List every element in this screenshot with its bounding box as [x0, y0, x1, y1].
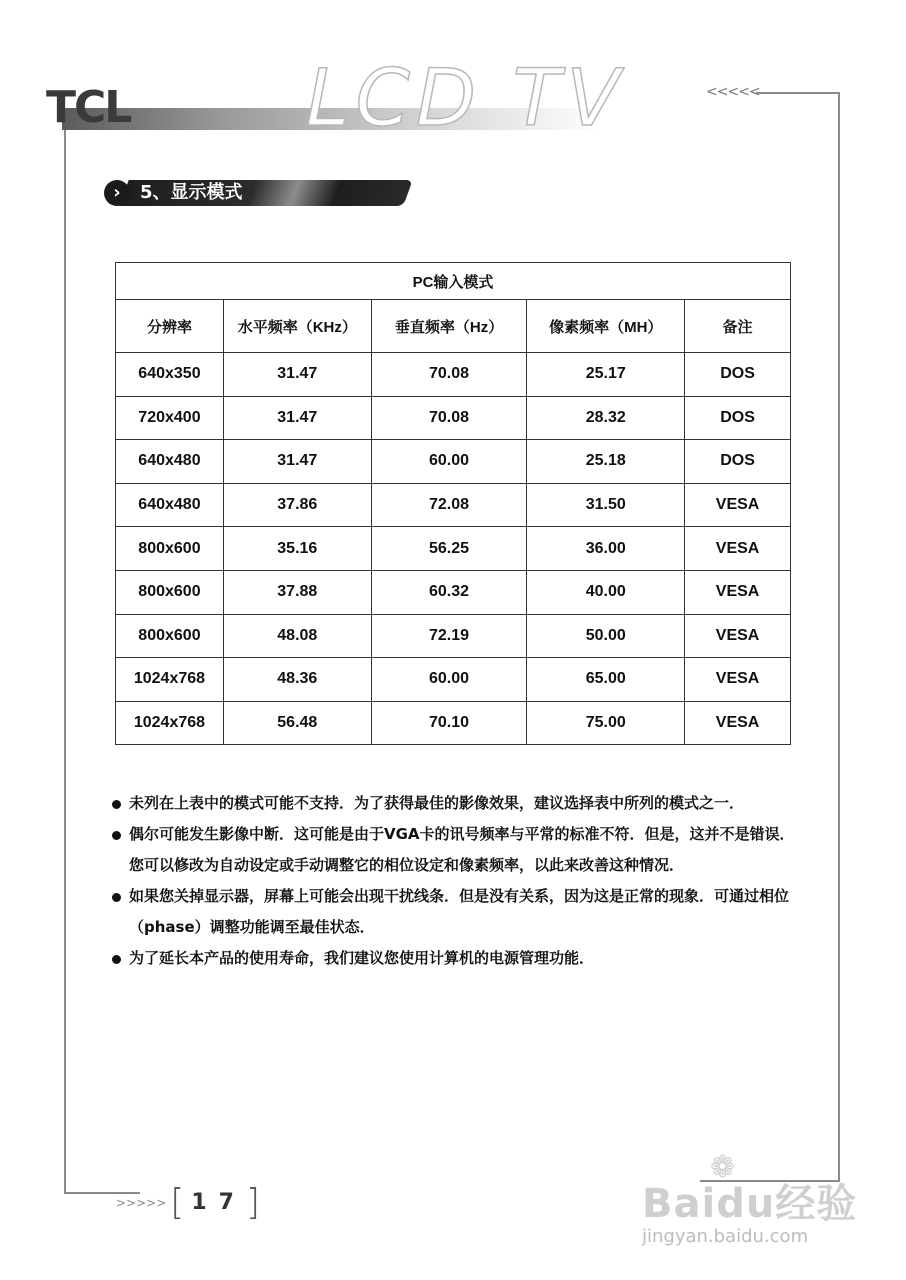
- cell-vertical-frequency: 70.10: [371, 701, 527, 745]
- notes-list: [112, 788, 802, 974]
- cell-pixel-frequency: 25.17: [527, 353, 685, 397]
- brand-logo: TCL: [46, 82, 131, 133]
- bullet-icon: [112, 955, 121, 964]
- table-row: [116, 527, 791, 571]
- cell-horizontal-frequency: 48.36: [223, 658, 371, 702]
- cell-resolution: 800x600: [116, 570, 224, 614]
- cell-horizontal-frequency: 56.48: [223, 701, 371, 745]
- header-horizontal-frequency: 水平频率（KHz）: [223, 300, 371, 353]
- list-item: [112, 881, 802, 943]
- table-row: [116, 570, 791, 614]
- table-row: [116, 614, 791, 658]
- header-pixel-frequency: 像素频率（MH）: [527, 300, 685, 353]
- cell-pixel-frequency: 75.00: [527, 701, 685, 745]
- cell-remarks: VESA: [685, 658, 791, 702]
- pc-input-mode-table: [115, 262, 791, 745]
- product-title: LCD TV: [306, 54, 626, 144]
- cell-resolution: 720x400: [116, 396, 224, 440]
- left-bracket-icon: [: [170, 1182, 185, 1223]
- cell-pixel-frequency: 25.18: [527, 440, 685, 484]
- note-text: 偶尔可能发生影像中断．这可能是由于VGA卡的讯号频率与平常的标准不符．但是，这并不是错误．您可以修改为自动设定或手动调整它的相位设定和像素频率，以此来改善这种情况．: [129, 825, 795, 874]
- header-remarks: 备注: [685, 300, 791, 353]
- chevron-right-icon: ›: [104, 180, 130, 206]
- table-row: [116, 483, 791, 527]
- bullet-icon: [112, 800, 121, 809]
- cell-vertical-frequency: 70.08: [371, 396, 527, 440]
- cell-remarks: VESA: [685, 701, 791, 745]
- cell-horizontal-frequency: 37.86: [223, 483, 371, 527]
- section-heading: [104, 178, 414, 208]
- cell-pixel-frequency: 28.32: [527, 396, 685, 440]
- right-bracket-icon: ]: [245, 1182, 260, 1223]
- cell-remarks: VESA: [685, 614, 791, 658]
- cell-resolution: 640x350: [116, 353, 224, 397]
- cell-vertical-frequency: 72.08: [371, 483, 527, 527]
- list-item: [112, 943, 802, 974]
- cell-resolution: 800x600: [116, 614, 224, 658]
- footer-chevrons: >>>>>: [116, 1195, 167, 1210]
- cell-pixel-frequency: 50.00: [527, 614, 685, 658]
- header-chevrons: <<<<<: [706, 84, 760, 100]
- table-row: [116, 440, 791, 484]
- table-row: [116, 658, 791, 702]
- cell-resolution: 640x480: [116, 440, 224, 484]
- paw-icon: ❁: [710, 1150, 736, 1185]
- cell-horizontal-frequency: 31.47: [223, 396, 371, 440]
- cell-resolution: 640x480: [116, 483, 224, 527]
- cell-vertical-frequency: 60.00: [371, 658, 527, 702]
- cell-vertical-frequency: 60.32: [371, 570, 527, 614]
- header-vertical-frequency: 垂直频率（Hz）: [371, 300, 527, 353]
- watermark-logo: Baidu经验: [642, 1181, 858, 1227]
- cell-horizontal-frequency: 35.16: [223, 527, 371, 571]
- cell-resolution: 1024x768: [116, 658, 224, 702]
- note-text: 未列在上表中的模式可能不支持．为了获得最佳的影像效果，建议选择表中所列的模式之一．: [129, 794, 745, 812]
- watermark: [640, 1150, 870, 1260]
- cell-resolution: 800x600: [116, 527, 224, 571]
- list-item: [112, 819, 802, 881]
- cell-pixel-frequency: 31.50: [527, 483, 685, 527]
- table-row: [116, 396, 791, 440]
- cell-vertical-frequency: 72.19: [371, 614, 527, 658]
- cell-vertical-frequency: 70.08: [371, 353, 527, 397]
- table-caption: PC输入模式: [116, 263, 791, 300]
- page-number: [116, 1182, 260, 1223]
- cell-vertical-frequency: 56.25: [371, 527, 527, 571]
- note-text: 如果您关掉显示器，屏幕上可能会出现干扰线条．但是没有关系，因为这是正常的现象．可通过相位（phase）调整功能调至最佳状态．: [129, 887, 790, 936]
- cell-horizontal-frequency: 48.08: [223, 614, 371, 658]
- cell-pixel-frequency: 36.00: [527, 527, 685, 571]
- table-row: [116, 353, 791, 397]
- header-resolution: 分辨率: [116, 300, 224, 353]
- bullet-icon: [112, 893, 121, 902]
- cell-horizontal-frequency: 37.88: [223, 570, 371, 614]
- cell-resolution: 1024x768: [116, 701, 224, 745]
- cell-vertical-frequency: 60.00: [371, 440, 527, 484]
- cell-horizontal-frequency: 31.47: [223, 353, 371, 397]
- cell-horizontal-frequency: 31.47: [223, 440, 371, 484]
- cell-remarks: VESA: [685, 527, 791, 571]
- cell-pixel-frequency: 65.00: [527, 658, 685, 702]
- note-text: 为了延长本产品的使用寿命，我们建议您使用计算机的电源管理功能．: [129, 949, 595, 967]
- list-item: [112, 788, 802, 819]
- cell-pixel-frequency: 40.00: [527, 570, 685, 614]
- frame-line-left: [64, 122, 66, 1194]
- cell-remarks: VESA: [685, 483, 791, 527]
- cell-remarks: DOS: [685, 440, 791, 484]
- cell-remarks: DOS: [685, 353, 791, 397]
- watermark-url: jingyan.baidu.com: [642, 1226, 809, 1247]
- bullet-icon: [112, 831, 121, 840]
- cell-remarks: VESA: [685, 570, 791, 614]
- frame-line-top: [756, 92, 840, 94]
- cell-remarks: DOS: [685, 396, 791, 440]
- page-number-value: 17: [191, 1190, 246, 1215]
- section-title: 5、显示模式: [140, 182, 243, 203]
- table-row: [116, 701, 791, 745]
- frame-line-right: [838, 92, 840, 1182]
